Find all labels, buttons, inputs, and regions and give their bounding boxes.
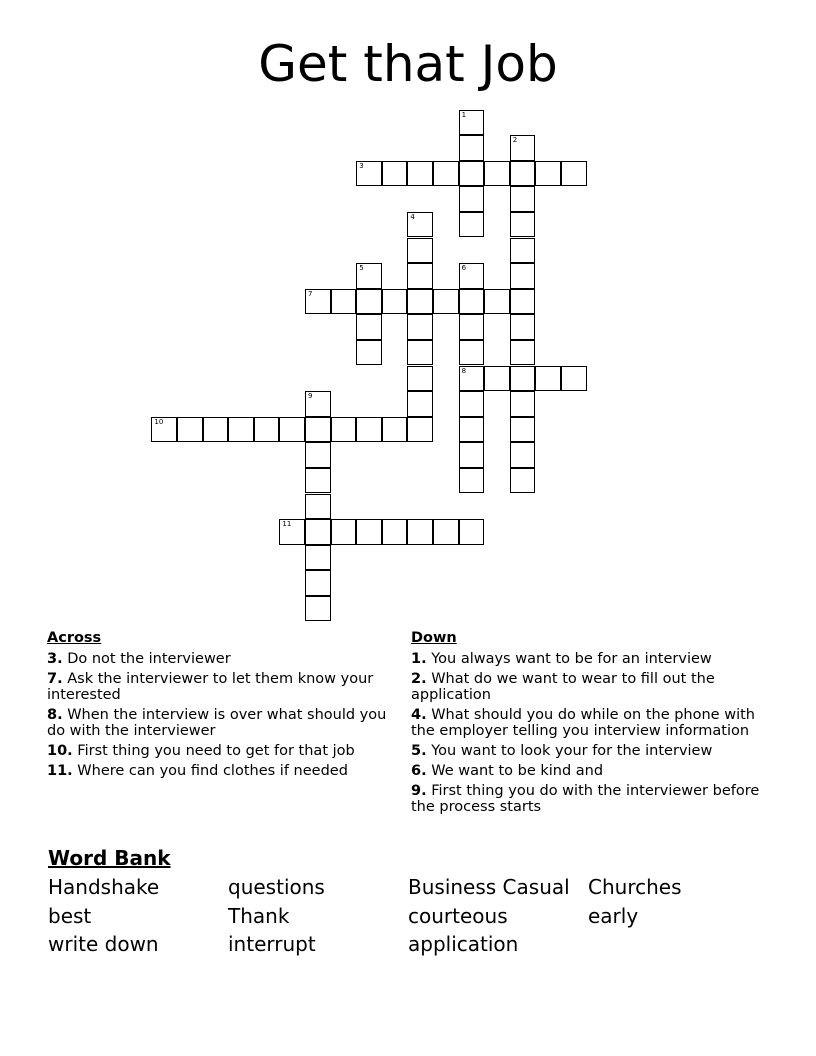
- crossword-cell[interactable]: [203, 417, 229, 443]
- clue-number: 5: [359, 264, 364, 273]
- crossword-cell[interactable]: [382, 161, 408, 187]
- down-clue: 5. You want to look your for the interview: [411, 743, 713, 759]
- clue-number: 2: [512, 136, 518, 145]
- crossword-cell[interactable]: [459, 519, 485, 545]
- crossword-cell[interactable]: [151, 417, 177, 443]
- across-clue: 7. Ask the interviewer to let them know your interested: [47, 671, 374, 703]
- word-bank-item: best: [48, 903, 92, 928]
- crossword-cell[interactable]: [305, 596, 331, 622]
- word-bank: [48, 873, 768, 959]
- clue-number: 9: [308, 392, 313, 401]
- crossword-cell[interactable]: [356, 263, 382, 289]
- across-clue: 11. Where can you find clothes if needed: [47, 763, 348, 779]
- word-bank-title: Word Bank: [48, 846, 171, 870]
- crossword-cell[interactable]: [510, 161, 536, 187]
- crossword-cell[interactable]: [356, 519, 382, 545]
- across-clue: 10. First thing you need to get for that job: [47, 743, 355, 759]
- across-clues: [47, 630, 397, 783]
- crossword-cell[interactable]: [177, 417, 203, 443]
- crossword-cell[interactable]: [510, 289, 536, 315]
- crossword-cell[interactable]: [510, 212, 536, 238]
- word-bank-item: Handshake: [48, 875, 160, 899]
- down-clue: 9. First thing you do with the interviewer before the process starts: [411, 783, 760, 815]
- crossword-cell[interactable]: [407, 238, 433, 264]
- crossword-cell[interactable]: [279, 519, 305, 545]
- crossword-cell[interactable]: [484, 289, 510, 315]
- crossword-cell[interactable]: [331, 417, 357, 443]
- crossword-cell[interactable]: [459, 186, 485, 212]
- crossword-cell[interactable]: [254, 417, 280, 443]
- crossword-cell[interactable]: [331, 519, 357, 545]
- crossword-cell[interactable]: [305, 545, 331, 571]
- crossword-cell[interactable]: [510, 442, 536, 468]
- crossword-cell[interactable]: [305, 289, 331, 315]
- crossword-cell[interactable]: [459, 468, 485, 494]
- crossword-cell[interactable]: [382, 289, 408, 315]
- crossword-cell[interactable]: [510, 186, 536, 212]
- crossword-cell[interactable]: [459, 442, 485, 468]
- down-clue: 1. You always want to be for an interview: [411, 651, 712, 667]
- word-bank-item: Churches: [588, 875, 682, 899]
- word-bank-item: interrupt: [228, 932, 316, 956]
- crossword-cell[interactable]: [561, 161, 587, 187]
- word-bank-item: Business Casual: [408, 875, 570, 899]
- crossword-cell[interactable]: [356, 289, 382, 315]
- crossword-cell[interactable]: [407, 340, 433, 366]
- crossword-cell[interactable]: [407, 212, 433, 238]
- down-clue: 4. What should you do while on the phone with the employer telling you interview information: [411, 707, 755, 739]
- crossword-cell[interactable]: [407, 417, 433, 443]
- crossword-cell[interactable]: [407, 161, 433, 187]
- crossword-cell[interactable]: [305, 442, 331, 468]
- crossword-cell[interactable]: [535, 366, 561, 392]
- word-bank-item: application: [408, 932, 519, 956]
- crossword-cell[interactable]: [407, 289, 433, 315]
- crossword-cell[interactable]: [459, 110, 485, 136]
- crossword-cell[interactable]: [356, 161, 382, 187]
- crossword-cell[interactable]: [510, 468, 536, 494]
- crossword-cell[interactable]: [407, 391, 433, 417]
- word-bank-item: Thank: [228, 903, 290, 928]
- clue-number: 3: [359, 161, 364, 170]
- crossword-cell[interactable]: [382, 519, 408, 545]
- crossword-cell[interactable]: [382, 417, 408, 443]
- crossword-cell[interactable]: [459, 161, 485, 187]
- across-clue: 3. Do not the interviewer: [47, 651, 231, 667]
- crossword-cell[interactable]: [459, 289, 485, 315]
- across-heading: Across: [47, 630, 102, 646]
- clue-number: 10: [154, 417, 164, 426]
- crossword-cell[interactable]: [484, 366, 510, 392]
- crossword-cell[interactable]: [356, 314, 382, 340]
- crossword-cell[interactable]: [459, 366, 485, 392]
- crossword-cell[interactable]: [535, 161, 561, 187]
- down-heading: Down: [411, 630, 457, 646]
- crossword-cell[interactable]: [305, 519, 331, 545]
- crossword-cell[interactable]: [305, 417, 331, 443]
- down-clue: 6. We want to be kind and: [411, 763, 604, 779]
- crossword-cell[interactable]: [459, 263, 485, 289]
- crossword-cell[interactable]: [433, 519, 459, 545]
- crossword-cell[interactable]: [228, 417, 254, 443]
- clue-number: 1: [461, 110, 467, 119]
- crossword-cell[interactable]: [305, 468, 331, 494]
- clue-number: 4: [410, 212, 415, 221]
- crossword-cell[interactable]: [561, 366, 587, 392]
- crossword-cell[interactable]: [459, 340, 485, 366]
- word-bank-item: questions: [228, 875, 325, 899]
- crossword-cell[interactable]: [510, 366, 536, 392]
- word-bank-item: write down: [48, 932, 159, 956]
- word-bank-item: courteous: [408, 903, 508, 928]
- crossword-cell[interactable]: [510, 340, 536, 366]
- crossword-cell[interactable]: [433, 289, 459, 315]
- crossword-cell[interactable]: [356, 417, 382, 443]
- down-clue: 2. What do we want to wear to fill out the application: [411, 671, 715, 703]
- word-bank-item: early: [588, 903, 639, 928]
- clue-number: 11: [282, 520, 292, 529]
- crossword-cell[interactable]: [510, 263, 536, 289]
- crossword-cell[interactable]: [407, 314, 433, 340]
- crossword-cell[interactable]: [407, 263, 433, 289]
- crossword-cell[interactable]: [305, 494, 331, 520]
- clue-number: 6: [461, 264, 467, 273]
- crossword-cell[interactable]: [510, 391, 536, 417]
- down-clues: [411, 630, 761, 819]
- crossword-cell[interactable]: [305, 570, 331, 596]
- crossword-cell[interactable]: [459, 391, 485, 417]
- clue-number: 8: [461, 366, 467, 375]
- across-clue: 8. When the interview is over what should you do with the interviewer: [47, 707, 387, 739]
- clue-number: 7: [308, 289, 313, 298]
- crossword-cell[interactable]: [510, 314, 536, 340]
- crossword-cell[interactable]: [484, 161, 510, 187]
- crossword-cell[interactable]: [459, 314, 485, 340]
- crossword-cell[interactable]: [407, 519, 433, 545]
- crossword-cell[interactable]: [459, 417, 485, 443]
- crossword-cell[interactable]: [510, 238, 536, 264]
- crossword-cell[interactable]: [356, 340, 382, 366]
- page-title: Get that Job: [258, 35, 558, 93]
- crossword-cell[interactable]: [459, 135, 485, 161]
- crossword-cell[interactable]: [433, 161, 459, 187]
- crossword-cell[interactable]: [279, 417, 305, 443]
- crossword-cell[interactable]: [331, 289, 357, 315]
- crossword-cell[interactable]: [407, 366, 433, 392]
- crossword-cell[interactable]: [459, 212, 485, 238]
- crossword-cell[interactable]: [510, 135, 536, 161]
- crossword-cell[interactable]: [305, 391, 331, 417]
- crossword-cell[interactable]: [510, 417, 536, 443]
